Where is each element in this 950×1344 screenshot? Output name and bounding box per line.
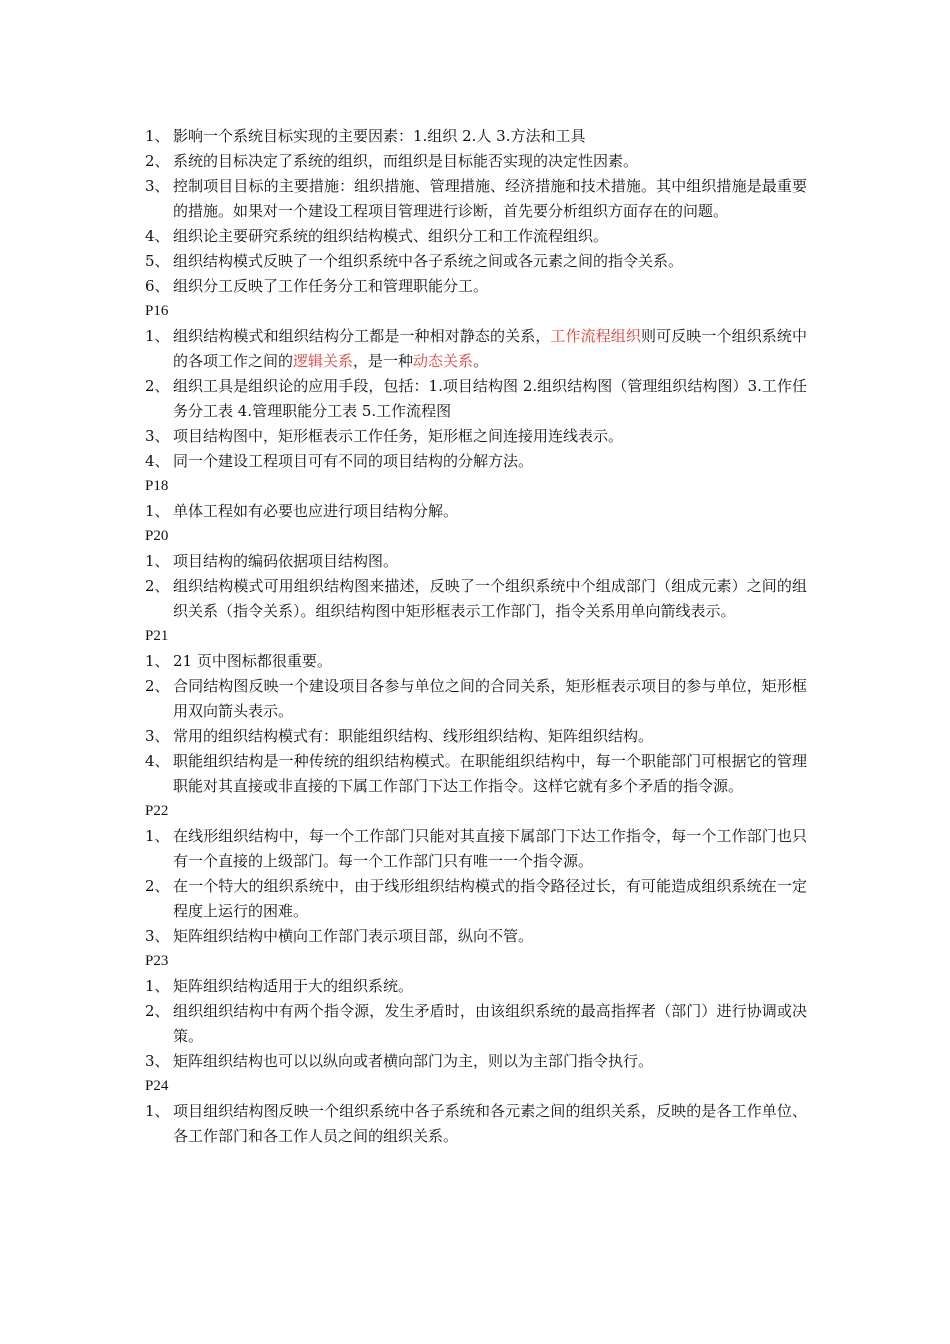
list-item — [0, 999, 807, 1049]
item-number: 3、 — [145, 927, 170, 945]
list-item — [0, 649, 807, 674]
section-heading: P18 — [145, 478, 169, 494]
item-text: 矩阵组织结构也可以以纵向或者横向部门为主，则以为主部门指令执行。 — [173, 1052, 654, 1070]
list-item — [0, 149, 807, 174]
item-text: 常用的组织结构模式有：职能组织结构、线形组织结构、矩阵组织结构。 — [173, 727, 654, 745]
list-item — [0, 974, 807, 999]
item-number: 2、 — [145, 877, 170, 895]
item-text: 系统的目标决定了系统的组织，而组织是目标能否实现的决定性因素。 — [173, 152, 639, 170]
section-heading: P21 — [145, 628, 169, 644]
item-text: 项目组织结构图反映一个组织系统中各子系统和各元素之间的组织关系，反映的是各工作单位、各工作部门和各工作人员之间的组织关系。 — [173, 1102, 807, 1145]
item-text: 组织结构模式可用组织结构图来描述，反映了一个组织系统中个组成部门（组成元素）之间的组织关系（指令关系）。组织结构图中矩形框表示工作部门，指令关系用单向箭线表示。 — [173, 577, 807, 620]
item-number: 1、 — [145, 502, 170, 520]
item-text: 影响一个系统目标实现的主要因素：1.组织 2.人 3.方法和工具 — [173, 127, 586, 145]
section-heading: P23 — [145, 953, 169, 969]
item-text-part: 组织结构模式和组织结构分工都是一种相对静态的关系， — [173, 327, 551, 345]
list-item — [0, 874, 807, 924]
item-text: 组织论主要研究系统的组织结构模式、组织分工和工作流程组织。 — [173, 227, 609, 245]
section-heading: P24 — [145, 1078, 169, 1094]
item-text-part: 则可反映一个组织系统中的各项工作之间的 — [173, 327, 807, 370]
item-text: 同一个建设工程项目可有不同的项目结构的分解方法。 — [173, 452, 534, 470]
list-item — [0, 224, 807, 249]
list-item — [0, 174, 807, 224]
list-item — [0, 1049, 807, 1074]
item-text: 控制项目目标的主要措施：组织措施、管理措施、经济措施和技术措施。其中组织措施是最重要的措施。如果对一个建设工程项目管理进行诊断，首先要分析组织方面存在的问题。 — [173, 177, 807, 220]
item-text: 矩阵组织结构中横向工作部门表示项目部，纵向不管。 — [173, 927, 534, 945]
list-item — [0, 824, 807, 874]
list-item — [0, 574, 807, 624]
list-item — [0, 1099, 807, 1149]
item-number: 1、 — [145, 977, 170, 995]
notes-content — [0, 124, 950, 1149]
item-text: 项目结构的编码依据项目结构图。 — [173, 552, 399, 570]
item-number: 3、 — [145, 427, 170, 445]
item-number: 4、 — [145, 452, 170, 470]
list-item — [0, 924, 807, 949]
item-text: 21 页中图标都很重要。 — [173, 652, 332, 670]
item-number: 3、 — [145, 1052, 170, 1070]
section-heading: P16 — [145, 303, 169, 319]
highlighted-term: 动态关系 — [413, 352, 474, 370]
item-number: 2、 — [145, 152, 170, 170]
item-number: 1、 — [145, 552, 170, 570]
section-heading: P22 — [145, 803, 169, 819]
item-text: 单体工程如有必要也应进行项目结构分解。 — [173, 502, 459, 520]
list-item — [0, 374, 807, 424]
item-text: 项目结构图中，矩形框表示工作任务，矩形框之间连接用连线表示。 — [173, 427, 624, 445]
item-number: 2、 — [145, 377, 170, 395]
item-number: 1、 — [145, 327, 170, 345]
item-number: 1、 — [145, 127, 170, 145]
list-item — [0, 124, 807, 149]
item-text-part: 。 — [473, 352, 489, 370]
item-number: 1、 — [145, 652, 170, 670]
item-number: 6、 — [145, 277, 170, 295]
item-number: 1、 — [145, 1102, 170, 1120]
item-text-part: ，是一种 — [353, 352, 414, 370]
item-number: 5、 — [145, 252, 170, 270]
item-text: 组织结构模式反映了一个组织系统中各子系统之间或各元素之间的指令关系。 — [173, 252, 684, 270]
item-text: 合同结构图反映一个建设项目各参与单位之间的合同关系，矩形框表示项目的参与单位，矩形框用双向箭头表示。 — [173, 677, 807, 720]
list-item — [0, 449, 807, 474]
item-text: 矩阵组织结构适用于大的组织系统。 — [173, 977, 414, 995]
list-item — [0, 499, 807, 524]
list-item — [0, 724, 807, 749]
list-item — [0, 274, 807, 299]
highlighted-term: 逻辑关系 — [293, 352, 354, 370]
item-number: 4、 — [145, 752, 170, 770]
item-number: 3、 — [145, 727, 170, 745]
item-number: 1、 — [145, 827, 170, 845]
list-item — [0, 249, 807, 274]
list-item — [0, 549, 807, 574]
item-text: 组织工具是组织论的应用手段，包括：1.项目结构图 2.组织结构图（管理组织结构图）3.工作任务分工表 4.管理职能分工表 5.工作流程图 — [173, 377, 807, 420]
highlighted-term: 工作流程组织 — [550, 327, 642, 345]
item-text: 在线形组织结构中，每一个工作部门只能对其直接下属部门下达工作指令，每一个工作部门也只有一个直接的上级部门。每一个工作部门只有唯一一个指令源。 — [173, 827, 807, 870]
list-item — [0, 324, 807, 374]
item-text: 在一个特大的组织系统中，由于线形组织结构模式的指令路径过长，有可能造成组织系统在一定程度上运行的困难。 — [173, 877, 807, 920]
item-number: 2、 — [145, 577, 170, 595]
item-text: 组织分工反映了工作任务分工和管理职能分工。 — [173, 277, 489, 295]
item-text: 职能组织结构是一种传统的组织结构模式。在职能组织结构中，每一个职能部门可根据它的管理职能对其直接或非直接的下属工作部门下达工作指令。这样它就有多个矛盾的指令源。 — [173, 752, 807, 795]
item-number: 2、 — [145, 1002, 170, 1020]
item-number: 3、 — [145, 177, 170, 195]
item-number: 2、 — [145, 677, 170, 695]
item-text: 组织组织结构中有两个指令源，发生矛盾时，由该组织系统的最高指挥者（部门）进行协调或决策。 — [173, 1002, 807, 1045]
section-heading: P20 — [145, 528, 169, 544]
list-item — [0, 749, 807, 799]
item-number: 4、 — [145, 227, 170, 245]
list-item — [0, 674, 807, 724]
list-item — [0, 424, 807, 449]
